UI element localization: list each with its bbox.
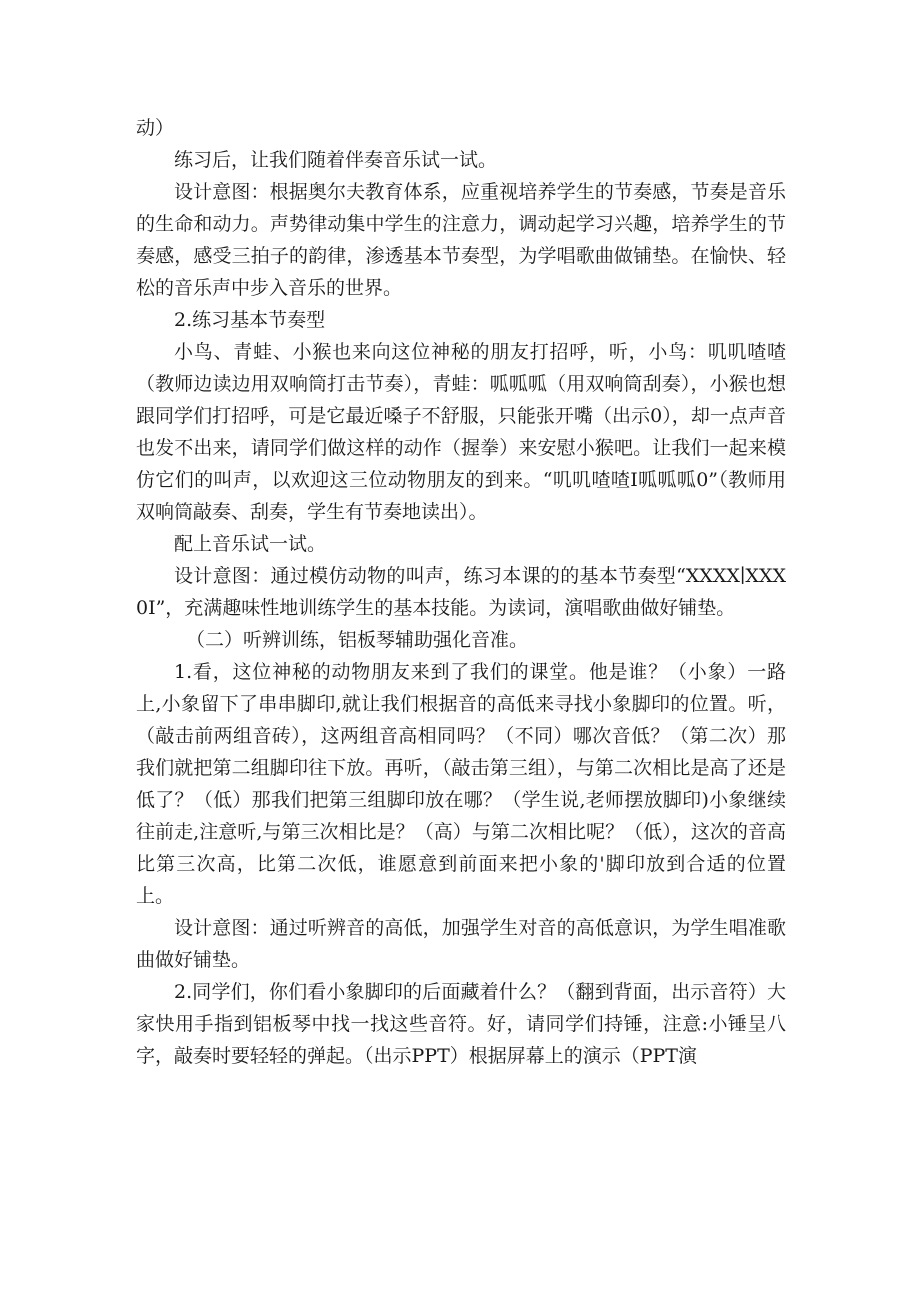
- paragraph-practice-with-music: 练习后，让我们随着伴奏音乐试一试。: [174, 149, 498, 171]
- document-body: [136, 112, 786, 1072]
- paragraph-elephant-footprints: 1.看，这位神秘的动物朋友来到了我们的课堂。他是谁？（小象）一路上,小象留下了串串脚印,就让我们根据音的高低来寻找小象脚印的位置。听，（敲击前两组音砖），这两组音高相同吗？（不同）哪次音低？（第二次）那我们就把第二组脚印往下放。再听，（敲击第三组），与第二次相比是高了还是低了？（低）那我们把第三组脚印放在哪？（学生说,老师摆放脚印)小象继续往前走,注意听,与第三次相比是？（高）与第二次相比呢？（低），这次的音高比第三次高，比第二次低，谁愿意到前面来把小象的'脚印放到合适的位置上。: [136, 661, 786, 907]
- paragraph-try-with-music: 配上音乐试一试。: [174, 533, 327, 555]
- paragraph-design-intent-2: 设计意图：通过模仿动物的叫声，练习本课的的基本节奏型“XXXX∣XXX0I”，充满趣味性地训练学生的基本技能。为读词，演唱歌曲做好铺垫。: [136, 565, 786, 619]
- paragraph-design-intent-1: 设计意图：根据奥尔夫教育体系，应重视培养学生的节奏感，节奏是音乐的生命和动力。声势律动集中学生的注意力，调动起学习兴趣，培养学生的节奏感，感受三拍子的韵律，渗透基本节奏型，为学唱歌曲做铺垫。在愉快、轻松的音乐声中步入音乐的世界。: [136, 181, 786, 299]
- section-heading-basic-rhythm: 2.练习基本节奏型: [174, 309, 326, 331]
- paragraph-find-notes: 2.同学们，你们看小象脚印的后面藏着什么？（翻到背面，出示音符）大家快用手指到铝板琴中找一找这些音符。好，请同学们持锤，注意:小锤呈八字，敲奏时要轻轻的弹起。（出示PPT）根据屏幕上的演示（PPT演: [136, 981, 786, 1067]
- section-heading-listening-training: （二）听辨训练，铝板琴辅助强化音准。: [186, 629, 529, 651]
- paragraph-animal-greetings: 小鸟、青蛙、小猴也来向这位神秘的朋友打招呼，听，小鸟：叽叽喳喳（教师边读边用双响筒打击节奏），青蛙：呱呱呱（用双响筒刮奏），小猴也想跟同学们打招呼，可是它最近嗓子不舒服，只能张开嘴（出示0），却一点声音也发不出来，请同学们做这样的动作（握拳）来安慰小猴吧。让我们一起来模仿它们的叫声，以欢迎这三位动物朋友的到来。“叽叽喳喳Ⅰ呱呱呱0”（教师用双响筒敲奏、刮奏，学生有节奏地读出）。: [136, 341, 786, 523]
- paragraph-continuation: 动）: [136, 117, 175, 139]
- paragraph-design-intent-3: 设计意图：通过听辨音的高低，加强学生对音的高低意识，为学生唱准歌曲做好铺垫。: [136, 917, 786, 971]
